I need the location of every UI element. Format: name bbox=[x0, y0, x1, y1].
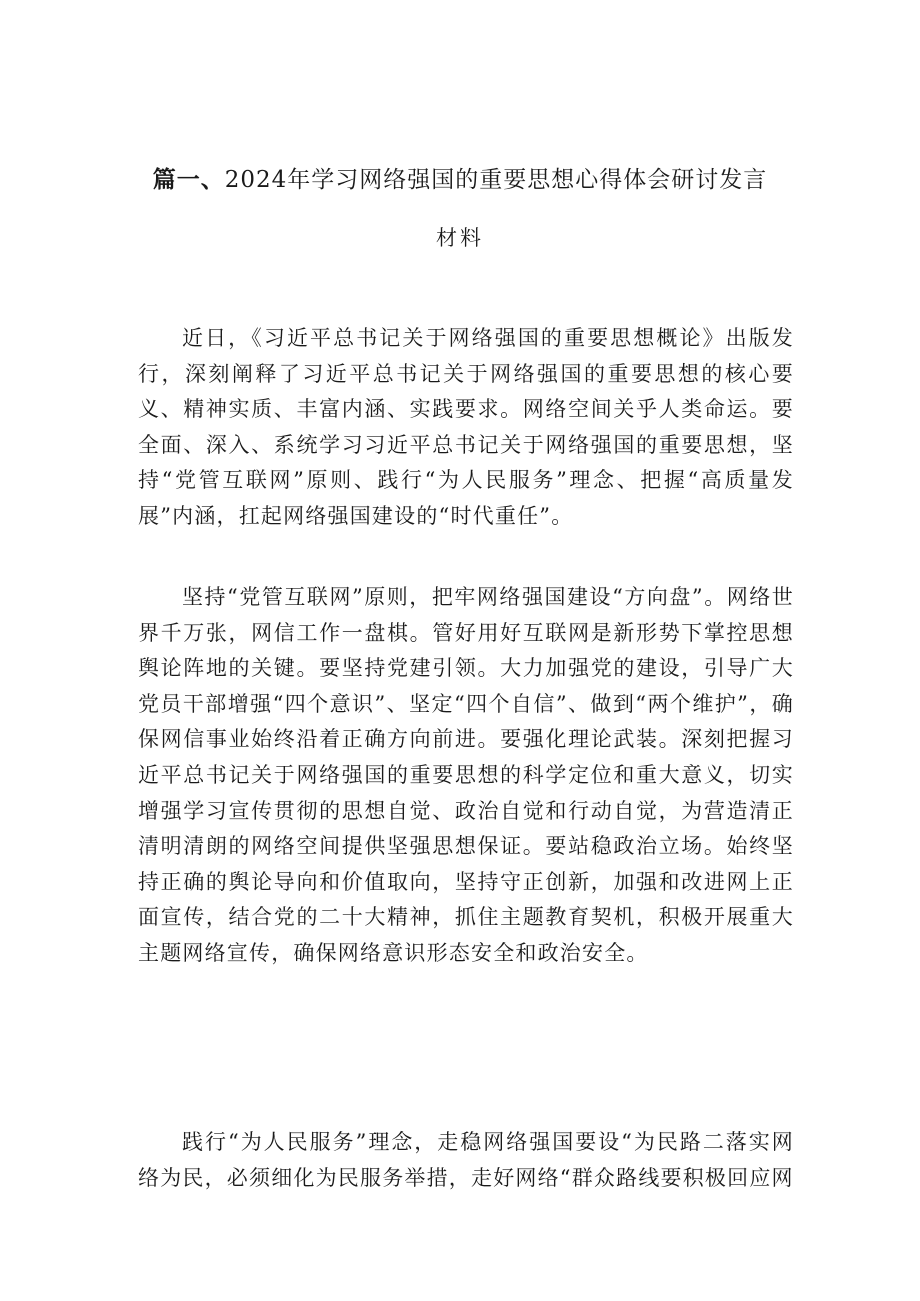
body-paragraph-1: 近日，《习近平总书记关于网络强国的重要思想概论》出版发行，深刻阐释了习近平总书记关于网络强国的重要思想的核心要义、精神实质、丰富内涵、实践要求。网络空间关乎人类命运。要全面、深入、系统学习习近平总书记关于网络强国的重要思想，坚持“党管互联网”原则、践行“为人民服务”理念、把握“高质量发展”内涵，扛起网络强国建设的“时代重任”。 bbox=[138, 326, 794, 528]
document-title-line-1 bbox=[0, 161, 920, 194]
title-main-text: 2024年学习网络强国的重要思想心得体会研讨发言 bbox=[224, 167, 768, 193]
document-title-line-2: 材料 bbox=[436, 226, 484, 250]
body-paragraph-3: 践行“为人民服务”理念，走稳网络强国要设“为民路二落实网络为民，必须细化为民服务举措，走好网络“群众路线要积极回应网 bbox=[138, 1130, 794, 1190]
body-paragraph-2: 坚持“党管互联网”原则，把牢网络强国建设“方向盘”。网络世界千万张，网信工作一盘棋。管好用好互联网是新形势下掌控思想舆论阵地的关键。要坚持党建引领。大力加强党的建设，引导广大党员干部增强“四个意识”、坚定“四个自信”、做到“两个维护”，确保网信事业始终沿着正确方向前进。要强化理论武装。深刻把握习近平总书记关于网络强国的重要思想的科学定位和重大意义，切实增强学习宣传贯彻的思想自觉、政治自觉和行动自觉，为营造清正清明清朗的网络空间提供坚强思想保证。要站稳政治立场。始终坚持正确的舆论导向和价值取向，坚持守正创新，加强和改进网上正面宣传，结合党的二十大精神，抓住主题教育契机，积极开展重大主题网络宣传，确保网络意识形态安全和政治安全。 bbox=[138, 585, 794, 965]
title-prefix: 篇一、 bbox=[152, 166, 225, 193]
